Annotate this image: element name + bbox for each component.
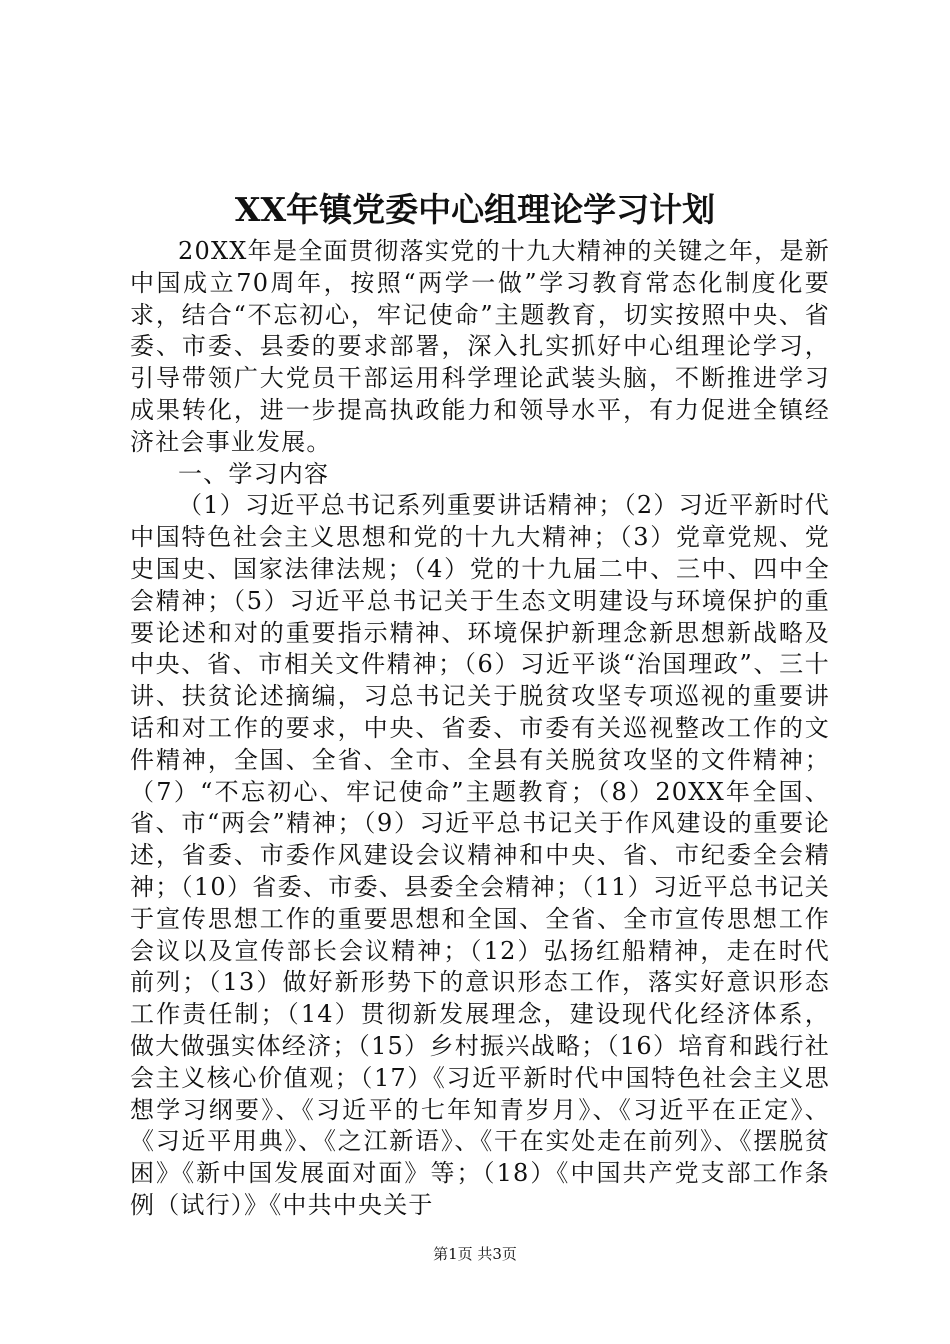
study-content-paragraph: （1）习近平总书记系列重要讲话精神；（2）习近平新时代中国特色社会主义思想和党的十九大精神；（3）党章党规、党史国史、国家法律法规；（4）党的十九届二中、三中、四中全会精神；（5）习近平总书记关于生态文明建设与环境保护的重要论述和对的重要指示精神、环境保护新理念新思想新战略及中央、省、市相关文件精神；（6）习近平谈“治国理政”、三十讲、扶贫论述摘编，习总书记关于脱贫攻坚专项巡视的重要讲话和对工作的要求，中央、省委、市委有关巡视整改工作的文件精神，全国、全省、全市、全县有关脱贫攻坚的文件精神；（7）“不忘初心、牢记使命”主题教育；（8）20XX年全国、省、市“两会”精神；（9）习近平总书记关于作风建设的重要论述，省委、市委作风建设会议精神和中央、省、市纪委全会精神；（10）省委、市委、县委全会精神；（11）习近平总书记关于宣传思想工作的重要思想和全国、全省、全市宣传思想工作会议以及宣传部长会议精神；（12）弘扬红船精神，走在时代前列；（13）做好新形势下的意识形态工作，落实好意识形态工作责任制；（14）贯彻新发展理念，建设现代化经济体系，做大做强实体经济；（15）乡村振兴战略；（16）培育和践行社会主义核心价值观；（17）《习近平新时代中国特色社会主义思想学习纲要》、《习近平的七年知青岁月》、《习近平在正定》、《习近平用典》、《之江新语》、《干在实处走在前列》、《摆脱贫困》《新中国发展面对面》等；（18）《中国共产党支部工作条例（试行）》《中共中央关于 xyxy=(130,491,830,1219)
intro-paragraph: 20XX年是全面贯彻落实党的十九大精神的关键之年，是新中国成立70周年，按照“两学一做”学习教育常态化制度化要求，结合“不忘初心，牢记使命”主题教育，切实按照中央、省委、市委、县委的要求部署，深入扎实抓好中心组理论学习，引导带领广大党员干部运用科学理论武装头脑，不断推进学习成果转化，进一步提高执政能力和领导水平，有力促进全镇经济社会事业发展。 xyxy=(130,237,830,456)
document-body xyxy=(130,236,830,1222)
document-title: XX年镇党委中心组理论学习计划 xyxy=(234,190,716,229)
page-footer: 第1页 共3页 xyxy=(433,1245,517,1263)
section-heading-study-content: 一、学习内容 xyxy=(178,459,330,488)
